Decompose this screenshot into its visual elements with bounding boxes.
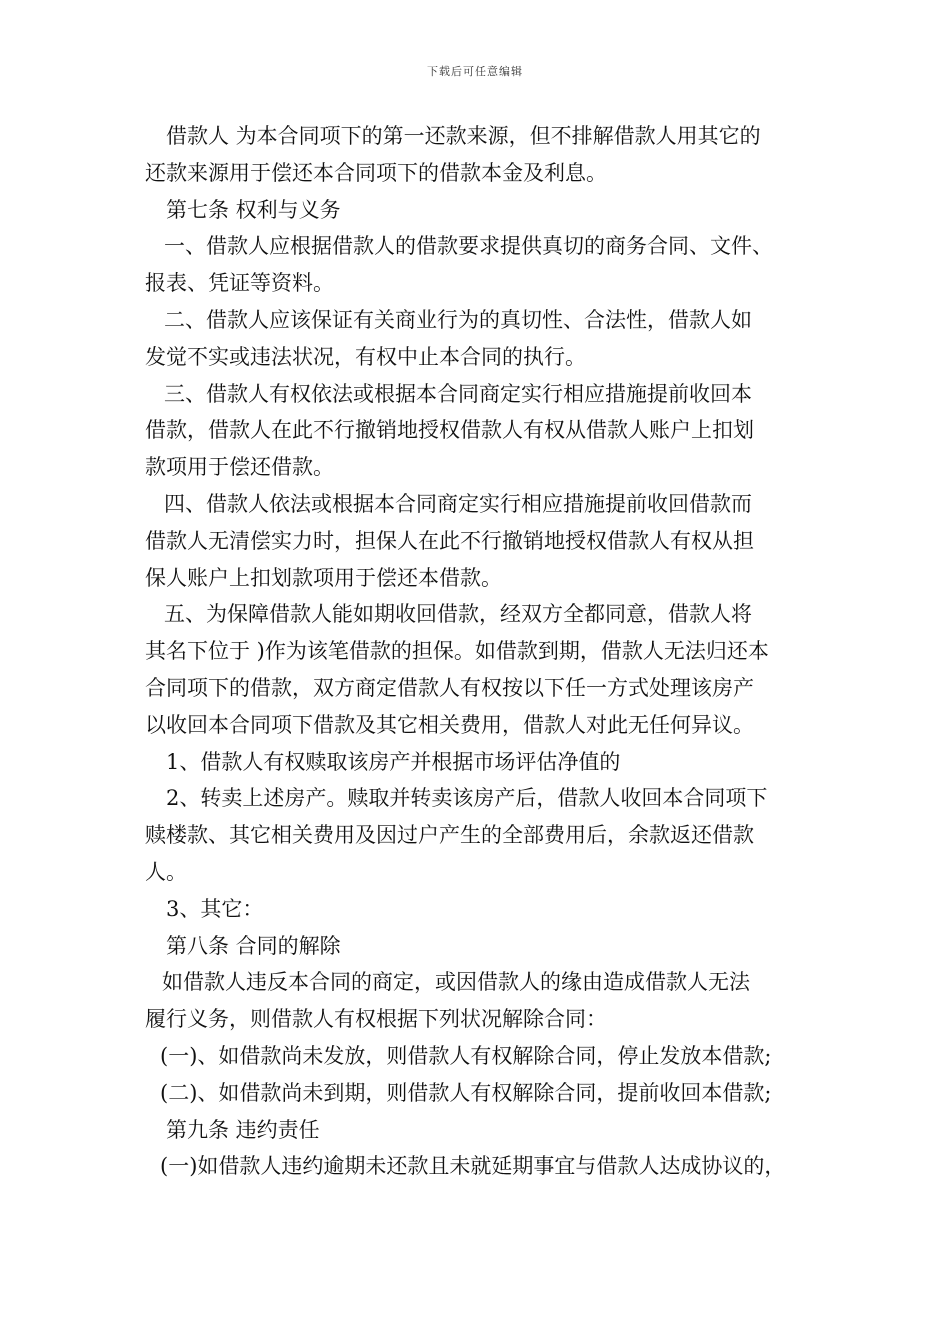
- text-line: 3、其它：: [166, 896, 264, 921]
- text-line: 赎楼款、其它相关费用及因过户产生的全部费用后，余款返还借款: [145, 823, 754, 848]
- text-line: 履行义务，则借款人有权根据下列状况解除合同：: [145, 1007, 607, 1032]
- section-heading: 第七条 权利与义务: [166, 197, 341, 222]
- text-line: 保人账户上扣划款项用于偿还本借款。: [145, 565, 502, 590]
- text-line: (一)、如借款尚未发放，则借款人有权解除合同，停止发放本借款;: [160, 1043, 772, 1068]
- text-line: 以收回本合同项下借款及其它相关费用，借款人对此无任何异议。: [145, 712, 754, 737]
- text-line: 还款来源用于偿还本合同项下的借款本金及利息。: [145, 160, 607, 185]
- text-line: 二、借款人应该保证有关商业行为的真切性、合法性，借款人如: [164, 307, 752, 332]
- text-line: 合同项下的借款，双方商定借款人有权按以下任一方式处理该房产: [145, 675, 754, 700]
- section-heading: 第九条 违约责任: [166, 1117, 320, 1142]
- text-line: 款项用于偿还借款。: [145, 455, 334, 480]
- text-line: 借款人 为本合同项下的第一还款来源，但不排解借款人用其它的: [166, 124, 761, 148]
- text-line: 人。: [145, 859, 187, 884]
- text-line: 借款，借款人在此不行撤销地授权借款人有权从借款人账户上扣划: [145, 418, 754, 443]
- text-line: 如借款人违反本合同的商定，或因借款人的缘由造成借款人无法: [162, 970, 750, 995]
- text-line: 其名下位于 )作为该笔借款的担保。如借款到期，借款人无法归还本: [145, 639, 769, 664]
- text-line: 报表、凭证等资料。: [145, 271, 334, 296]
- text-line: 五、为保障借款人能如期收回借款，经双方全都同意，借款人将: [164, 602, 752, 627]
- section-heading: 第八条 合同的解除: [166, 933, 341, 958]
- text-line: 一、借款人应根据借款人的借款要求提供真切的商务合同、文件、: [164, 234, 773, 259]
- text-line: 借款人无清偿实力时，担保人在此不行撤销地授权借款人有权从担: [145, 528, 754, 553]
- text-line: 1、借款人有权赎取该房产并根据市场评估净值的: [166, 749, 621, 774]
- text-line: 三、借款人有权依法或根据本合同商定实行相应措施提前收回本: [164, 381, 752, 406]
- document-body: [145, 118, 825, 1185]
- text-line: 2、转卖上述房产。赎取并转卖该房产后，借款人收回本合同项下: [166, 786, 768, 811]
- text-line: (二)、如借款尚未到期，则借款人有权解除合同，提前收回本借款;: [160, 1080, 772, 1105]
- page-header: 下载后可任意编辑: [427, 65, 523, 78]
- text-line: 发觉不实或违法状况，有权中止本合同的执行。: [145, 344, 586, 369]
- text-line: (一)如借款人违约逾期未还款且未就延期事宜与借款人达成协议的，: [160, 1154, 786, 1179]
- text-line: 四、借款人依法或根据本合同商定实行相应措施提前收回借款而: [164, 491, 752, 516]
